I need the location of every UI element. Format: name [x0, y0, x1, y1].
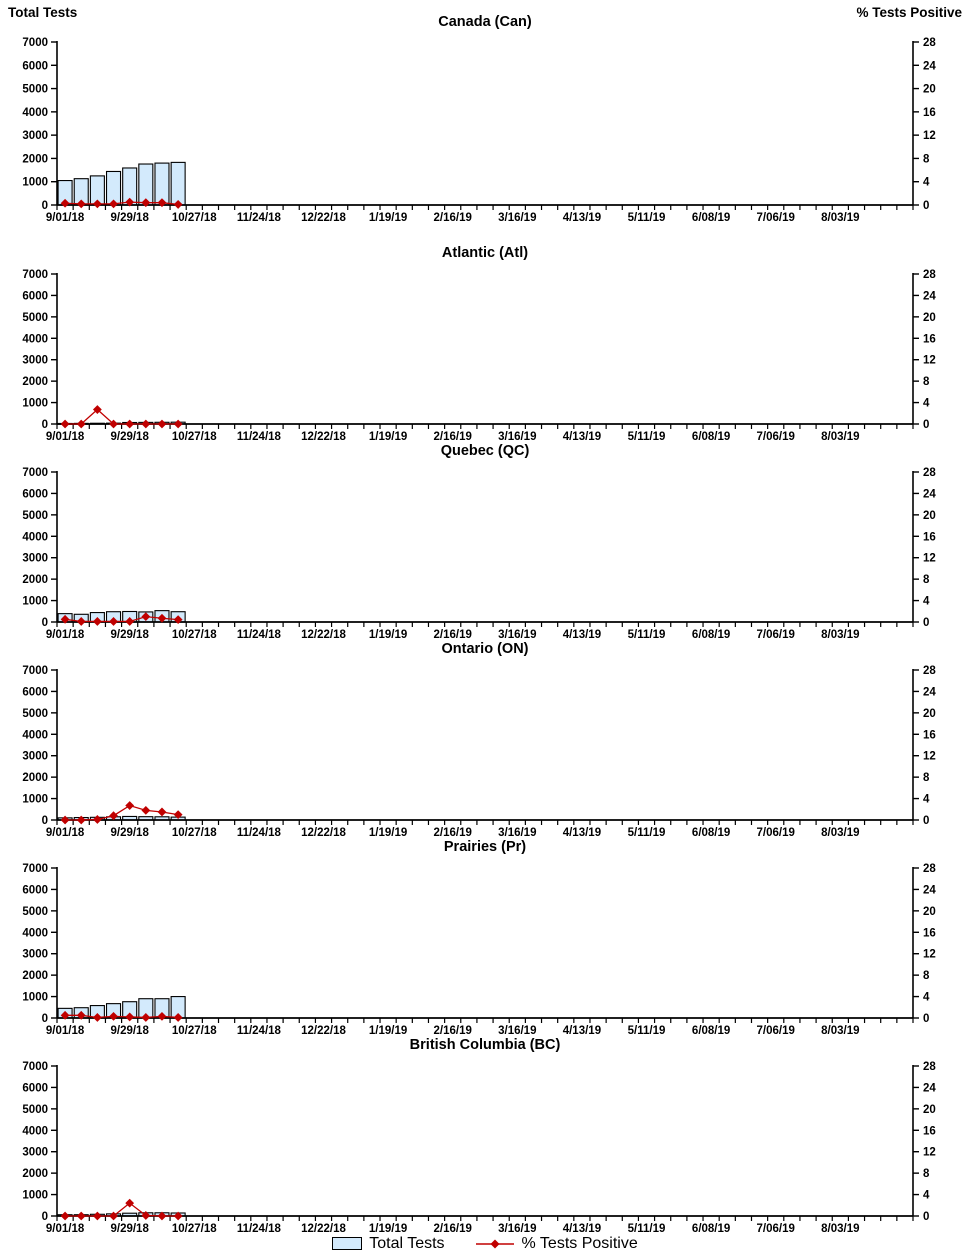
x-tick-label: 6/08/19	[691, 1223, 731, 1235]
right-tick-label: 4	[923, 991, 930, 1004]
right-tick-label: 0	[923, 200, 930, 212]
left-tick-label: 0	[41, 815, 48, 827]
right-tick-label: 28	[923, 665, 936, 677]
left-tick-label: 1000	[22, 595, 48, 608]
x-tick-label: 9/29/18	[110, 212, 149, 224]
x-tick-label: 2/16/19	[433, 1223, 472, 1235]
bar-week-7[interactable]	[171, 162, 185, 205]
left-tick-label: 3000	[22, 354, 48, 367]
x-tick-label: 8/03/19	[821, 629, 860, 641]
right-tick-label: 4	[923, 1189, 930, 1202]
bar-swatch-icon	[332, 1237, 362, 1250]
x-tick-label: 4/13/19	[562, 827, 602, 839]
left-tick-label: 4000	[22, 333, 48, 346]
right-tick-label: 20	[923, 905, 936, 918]
left-tick-label: 5000	[22, 905, 48, 918]
right-tick-label: 24	[923, 884, 936, 897]
pct-positive-marker-week-0[interactable]	[61, 1212, 70, 1221]
x-tick-label: 9/29/18	[110, 431, 149, 443]
right-tick-label: 12	[923, 750, 936, 763]
chart-title: Quebec (QC)	[440, 443, 530, 459]
right-tick-label: 4	[923, 793, 930, 806]
pct-positive-marker-week-0[interactable]	[61, 816, 70, 825]
left-tick-label: 5000	[22, 1103, 48, 1116]
x-tick-label: 10/27/18	[171, 1223, 217, 1235]
chart-title: Atlantic (Atl)	[441, 245, 529, 261]
pct-positive-marker-week-2[interactable]	[93, 1212, 102, 1221]
legend-diamond-icon	[490, 1239, 499, 1248]
x-tick-label: 11/24/18	[236, 212, 281, 224]
x-tick-label: 9/01/18	[45, 1223, 85, 1235]
chart-title: Ontario (ON)	[441, 641, 529, 657]
x-tick-label: 11/24/18	[236, 1223, 281, 1235]
x-tick-label: 11/24/18	[236, 629, 281, 641]
left-tick-label: 2000	[22, 970, 48, 983]
right-tick-label: 28	[923, 37, 936, 49]
left-tick-label: 6000	[22, 1082, 48, 1095]
right-tick-label: 16	[923, 531, 936, 544]
right-tick-label: 8	[923, 574, 930, 587]
right-tick-label: 24	[923, 686, 936, 699]
pct-positive-marker-week-0[interactable]	[61, 420, 70, 429]
x-tick-label: 6/08/19	[691, 629, 731, 641]
left-tick-label: 2000	[22, 772, 48, 785]
chart-3	[0, 634, 970, 839]
right-tick-label: 28	[923, 1061, 936, 1073]
x-tick-label: 5/11/19	[627, 212, 666, 224]
x-tick-label: 3/16/19	[498, 827, 537, 839]
x-tick-label: 2/16/19	[433, 431, 472, 443]
right-tick-label: 8	[923, 1168, 930, 1181]
left-tick-label: 6000	[22, 290, 48, 303]
x-tick-label: 9/01/18	[45, 1025, 85, 1037]
x-tick-label: 5/11/19	[627, 1025, 666, 1037]
x-tick-label: 3/16/19	[498, 629, 537, 641]
x-tick-label: 1/19/19	[368, 827, 408, 839]
x-tick-label: 1/19/19	[368, 1223, 408, 1235]
right-tick-label: 12	[923, 354, 936, 367]
left-tick-label: 1000	[22, 397, 48, 410]
x-tick-label: 12/22/18	[301, 1025, 346, 1037]
left-tick-label: 6000	[22, 60, 48, 73]
right-tick-label: 16	[923, 729, 936, 742]
x-tick-label: 4/13/19	[562, 1025, 602, 1037]
right-tick-label: 8	[923, 376, 930, 389]
chart-5	[0, 1030, 970, 1235]
left-tick-label: 1000	[22, 793, 48, 806]
right-tick-label: 20	[923, 509, 936, 522]
pct-positive-marker-week-4[interactable]	[125, 801, 134, 810]
right-tick-label: 16	[923, 333, 936, 346]
x-tick-label: 10/27/18	[171, 431, 217, 443]
left-tick-label: 2000	[22, 153, 48, 166]
left-tick-label: 7000	[22, 863, 48, 875]
pct-positive-marker-week-1[interactable]	[77, 816, 86, 825]
pct-positive-marker-week-4[interactable]	[125, 420, 134, 429]
x-tick-label: 1/19/19	[368, 629, 408, 641]
x-tick-label: 2/16/19	[433, 212, 472, 224]
left-tick-label: 7000	[22, 665, 48, 677]
chart-2	[0, 436, 970, 641]
right-tick-label: 12	[923, 130, 936, 143]
right-tick-label: 0	[923, 617, 930, 629]
left-tick-label: 5000	[22, 509, 48, 522]
left-tick-label: 3000	[22, 552, 48, 565]
x-tick-label: 10/27/18	[171, 1025, 217, 1037]
left-axis-title: Total Tests	[8, 5, 78, 20]
left-tick-label: 1000	[22, 1189, 48, 1202]
right-tick-label: 28	[923, 863, 936, 875]
left-tick-label: 6000	[22, 488, 48, 501]
x-tick-label: 12/22/18	[301, 212, 346, 224]
x-tick-label: 1/19/19	[368, 1025, 408, 1037]
x-tick-label: 6/08/19	[691, 431, 731, 443]
x-tick-label: 12/22/18	[301, 1223, 346, 1235]
left-tick-label: 3000	[22, 750, 48, 763]
x-tick-label: 5/11/19	[627, 431, 666, 443]
chart-1	[0, 238, 970, 443]
left-tick-label: 0	[41, 617, 48, 629]
x-tick-label: 1/19/19	[368, 431, 408, 443]
right-axis-title: % Tests Positive	[856, 5, 962, 20]
x-tick-label: 11/24/18	[236, 827, 281, 839]
x-tick-label: 2/16/19	[433, 629, 472, 641]
chart-title: Canada (Can)	[438, 14, 532, 30]
x-tick-label: 4/13/19	[562, 629, 602, 641]
left-tick-label: 0	[41, 200, 48, 212]
x-tick-label: 9/01/18	[45, 629, 85, 641]
x-tick-label: 5/11/19	[627, 1223, 666, 1235]
x-tick-label: 7/06/19	[756, 431, 795, 443]
x-tick-label: 4/13/19	[562, 1223, 602, 1235]
x-tick-label: 3/16/19	[498, 212, 537, 224]
right-tick-label: 28	[923, 467, 936, 479]
x-tick-label: 7/06/19	[756, 629, 795, 641]
right-tick-label: 12	[923, 1146, 936, 1159]
x-tick-label: 9/01/18	[45, 827, 85, 839]
right-tick-label: 28	[923, 269, 936, 281]
left-tick-label: 5000	[22, 311, 48, 324]
pct-positive-marker-week-5[interactable]	[141, 420, 150, 429]
right-tick-label: 24	[923, 60, 936, 73]
left-tick-label: 4000	[22, 106, 48, 119]
left-tick-label: 7000	[22, 269, 48, 281]
left-tick-label: 6000	[22, 884, 48, 897]
x-tick-label: 3/16/19	[498, 431, 537, 443]
left-tick-label: 2000	[22, 376, 48, 389]
chart-title: Prairies (Pr)	[443, 839, 527, 855]
left-tick-label: 7000	[22, 467, 48, 479]
x-tick-label: 8/03/19	[821, 431, 860, 443]
pct-positive-marker-week-6[interactable]	[158, 808, 167, 817]
x-tick-label: 7/06/19	[756, 827, 795, 839]
x-tick-label: 9/01/18	[45, 212, 85, 224]
left-tick-label: 1000	[22, 991, 48, 1004]
x-tick-label: 12/22/18	[301, 827, 346, 839]
x-tick-label: 5/11/19	[627, 827, 666, 839]
right-tick-label: 12	[923, 552, 936, 565]
right-tick-label: 4	[923, 397, 930, 410]
right-tick-label: 0	[923, 1013, 930, 1025]
x-tick-label: 7/06/19	[756, 212, 795, 224]
right-tick-label: 4	[923, 176, 930, 189]
x-tick-label: 6/08/19	[691, 1025, 731, 1037]
pct-positive-marker-week-7[interactable]	[174, 420, 183, 429]
right-tick-label: 8	[923, 772, 930, 785]
right-tick-label: 24	[923, 290, 936, 303]
x-tick-label: 2/16/19	[433, 1025, 472, 1037]
x-tick-label: 8/03/19	[821, 1025, 860, 1037]
left-tick-label: 4000	[22, 1125, 48, 1138]
right-tick-label: 20	[923, 1103, 936, 1116]
legend-item-pct-positive	[475, 1235, 638, 1253]
x-tick-label: 1/19/19	[368, 212, 408, 224]
left-tick-label: 3000	[22, 1146, 48, 1159]
x-tick-label: 8/03/19	[821, 212, 860, 224]
x-tick-label: 5/11/19	[627, 629, 666, 641]
left-tick-label: 1000	[22, 176, 48, 189]
legend-label-pct-positive: % Tests Positive	[521, 1234, 638, 1252]
right-tick-label: 24	[923, 488, 936, 501]
left-tick-label: 5000	[22, 707, 48, 720]
right-tick-label: 20	[923, 83, 936, 96]
right-tick-label: 20	[923, 707, 936, 720]
left-tick-label: 4000	[22, 531, 48, 544]
right-tick-label: 4	[923, 595, 930, 608]
x-tick-label: 9/29/18	[110, 1025, 149, 1037]
left-tick-label: 6000	[22, 686, 48, 699]
right-tick-label: 16	[923, 927, 936, 940]
x-tick-label: 9/29/18	[110, 1223, 149, 1235]
left-tick-label: 5000	[22, 83, 48, 96]
right-tick-label: 8	[923, 970, 930, 983]
right-tick-label: 24	[923, 1082, 936, 1095]
left-tick-label: 7000	[22, 37, 48, 49]
x-tick-label: 12/22/18	[301, 431, 346, 443]
left-tick-label: 2000	[22, 574, 48, 587]
chart-0	[0, 0, 970, 238]
x-tick-label: 7/06/19	[756, 1223, 795, 1235]
right-tick-label: 0	[923, 419, 930, 431]
line-swatch-icon	[475, 1238, 515, 1250]
pct-positive-marker-week-6[interactable]	[158, 420, 167, 429]
left-tick-label: 4000	[22, 927, 48, 940]
x-tick-label: 11/24/18	[236, 1025, 281, 1037]
left-tick-label: 2000	[22, 1168, 48, 1181]
x-tick-label: 9/29/18	[110, 629, 149, 641]
x-tick-label: 3/16/19	[498, 1025, 537, 1037]
x-tick-label: 7/06/19	[756, 1025, 795, 1037]
x-tick-label: 4/13/19	[562, 212, 602, 224]
left-tick-label: 4000	[22, 729, 48, 742]
pct-positive-marker-week-1[interactable]	[77, 1212, 86, 1221]
right-tick-label: 12	[923, 948, 936, 961]
chart-4	[0, 832, 970, 1037]
x-tick-label: 4/13/19	[562, 431, 602, 443]
left-tick-label: 0	[41, 419, 48, 431]
chart-title: British Columbia (BC)	[409, 1037, 561, 1053]
left-tick-label: 3000	[22, 948, 48, 961]
x-tick-label: 9/29/18	[110, 827, 149, 839]
x-tick-label: 8/03/19	[821, 1223, 860, 1235]
right-tick-label: 20	[923, 311, 936, 324]
right-tick-label: 16	[923, 106, 936, 119]
left-tick-label: 0	[41, 1013, 48, 1025]
x-tick-label: 8/03/19	[821, 827, 860, 839]
right-tick-label: 16	[923, 1125, 936, 1138]
left-tick-label: 0	[41, 1211, 48, 1223]
x-tick-label: 10/27/18	[171, 827, 217, 839]
right-tick-label: 0	[923, 815, 930, 827]
x-tick-label: 9/01/18	[45, 431, 85, 443]
right-tick-label: 0	[923, 1211, 930, 1223]
x-tick-label: 2/16/19	[433, 827, 472, 839]
x-tick-label: 11/24/18	[236, 431, 281, 443]
left-tick-label: 7000	[22, 1061, 48, 1073]
pct-positive-marker-week-5[interactable]	[141, 806, 150, 815]
x-tick-label: 10/27/18	[171, 629, 217, 641]
left-tick-label: 3000	[22, 130, 48, 143]
x-tick-label: 6/08/19	[691, 827, 731, 839]
x-tick-label: 12/22/18	[301, 629, 346, 641]
x-tick-label: 3/16/19	[498, 1223, 537, 1235]
right-tick-label: 8	[923, 153, 930, 166]
pct-positive-marker-week-2[interactable]	[93, 815, 102, 824]
x-tick-label: 6/08/19	[691, 212, 731, 224]
legend-label-total-tests: Total Tests	[369, 1234, 445, 1252]
legend-item-total-tests	[332, 1235, 444, 1253]
x-tick-label: 10/27/18	[171, 212, 217, 224]
